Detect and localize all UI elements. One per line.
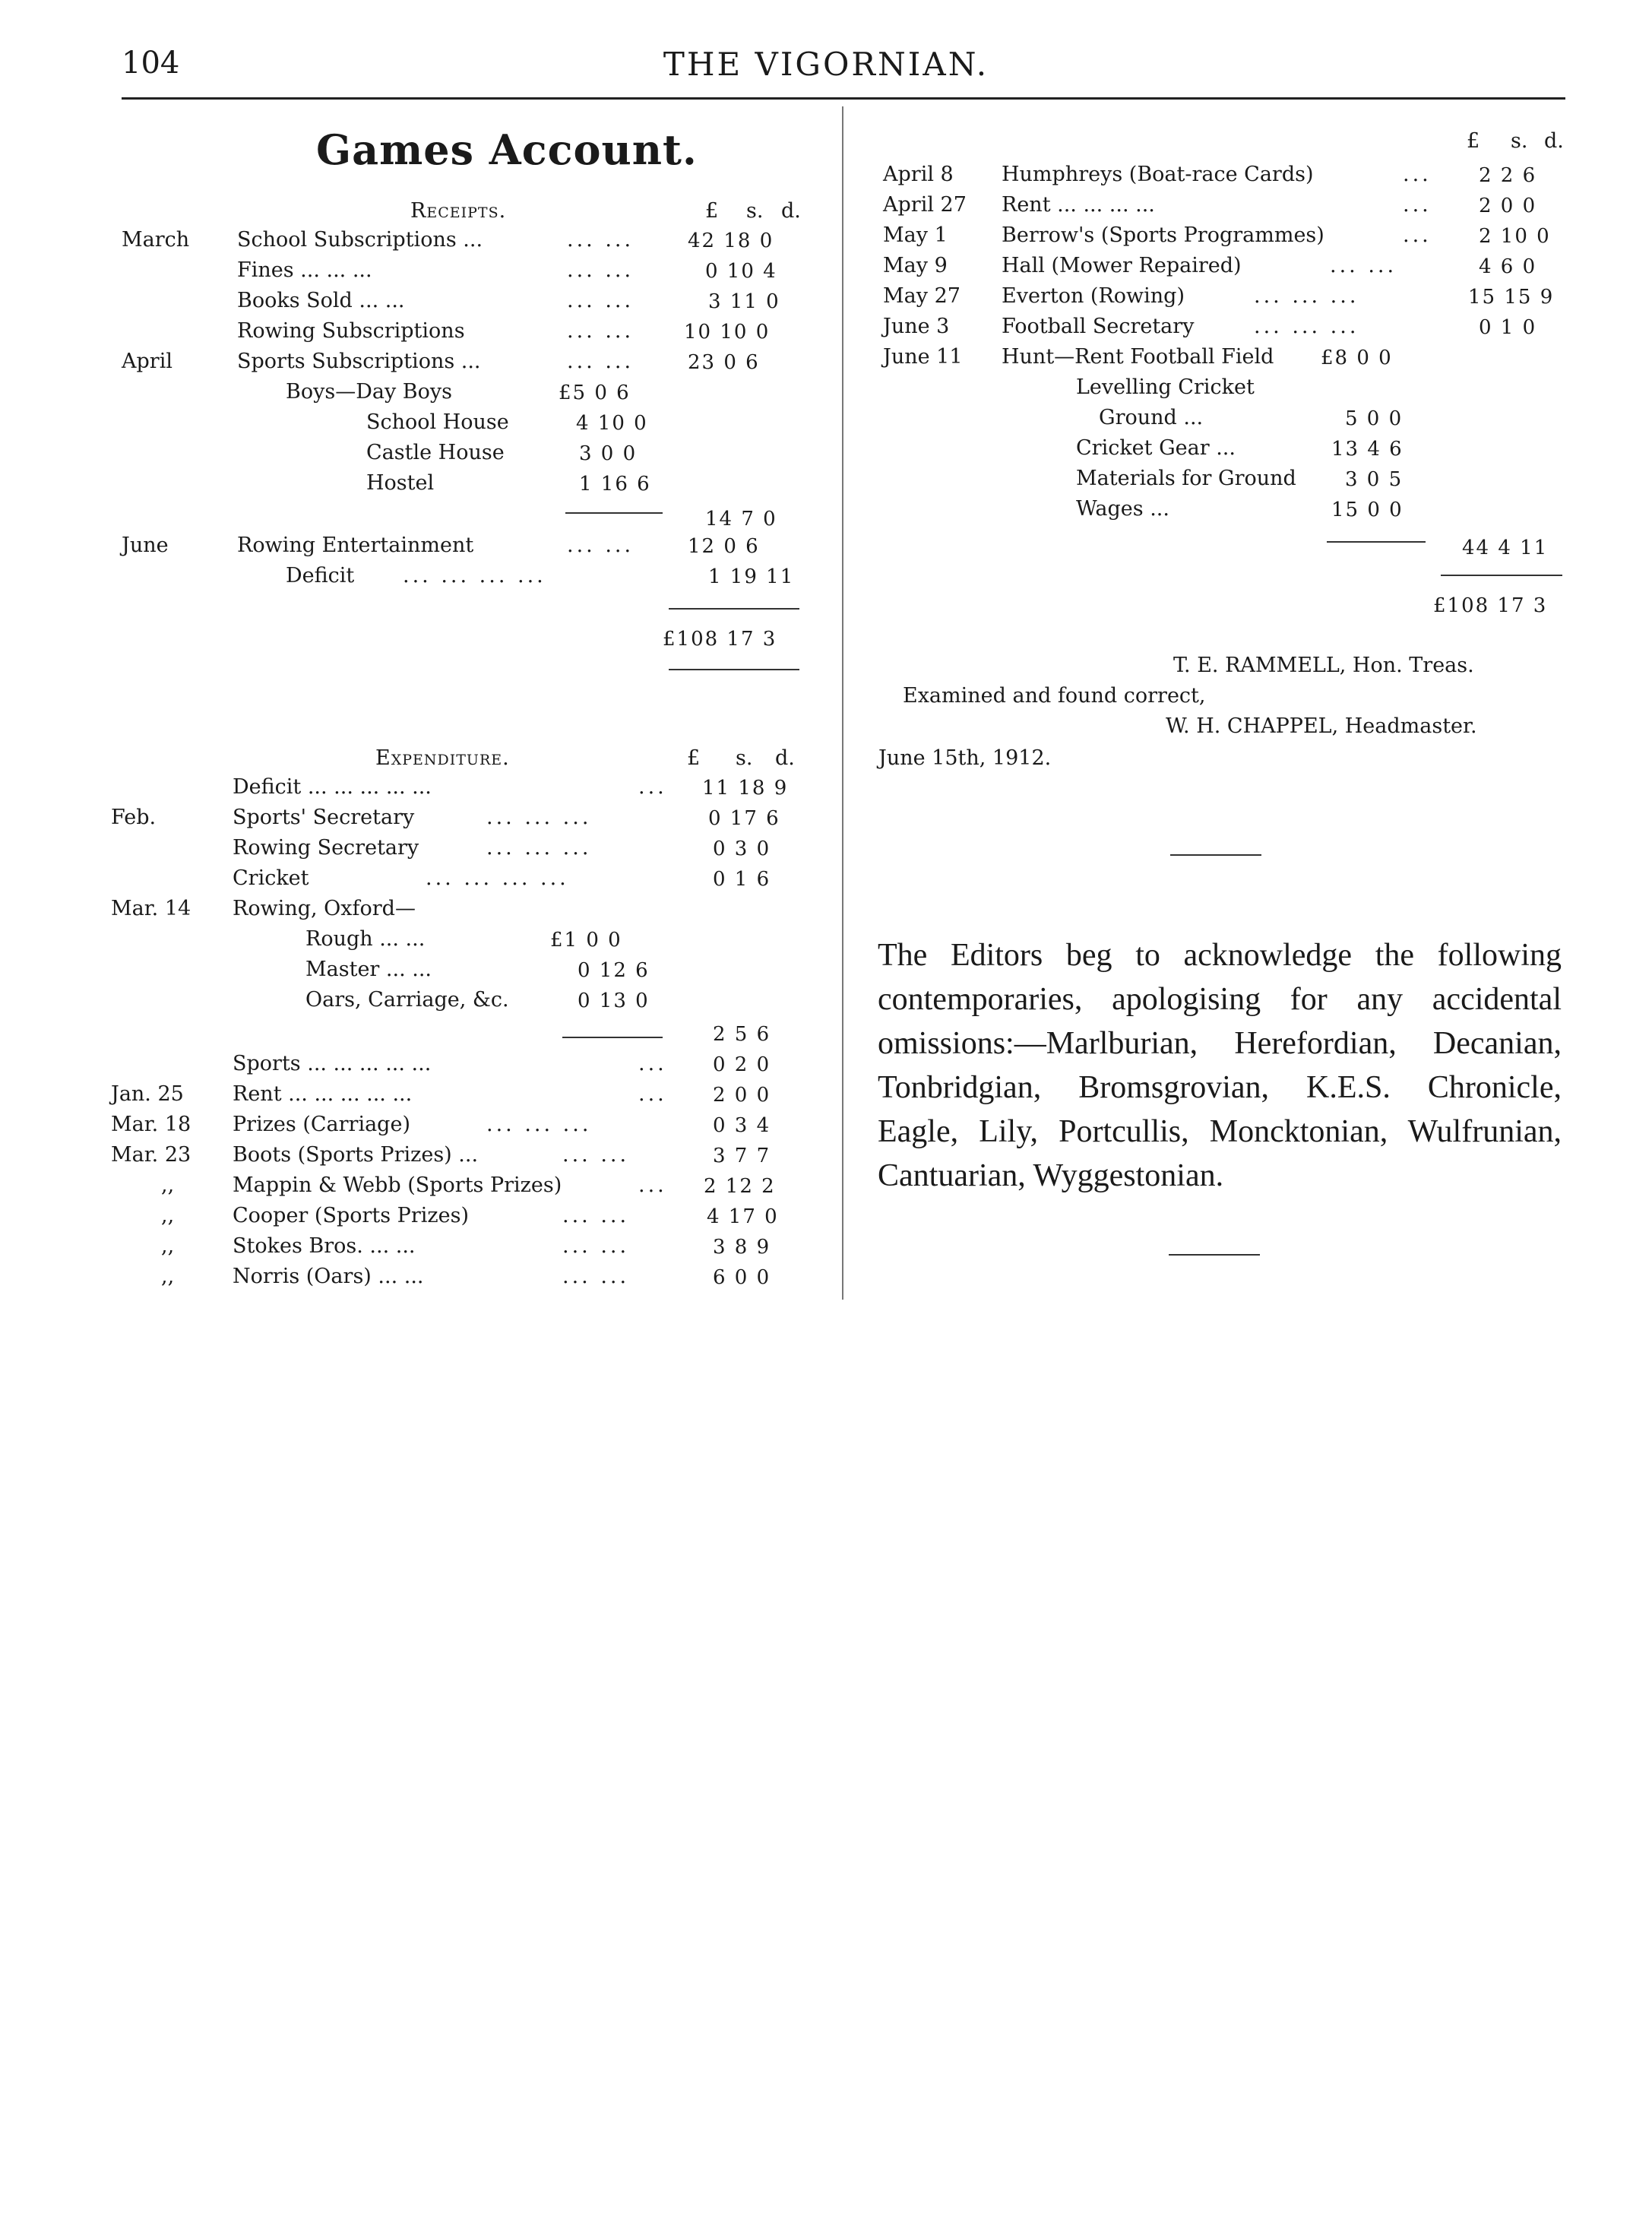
hunt-amount: £8 0 0 xyxy=(1321,347,1393,369)
expenditure-total: £108 17 3 xyxy=(1433,594,1548,617)
expense-month: Jan. 25 xyxy=(111,1082,184,1106)
boarders-total: 14 7 0 xyxy=(705,508,777,530)
cont-dots: ... ... ... xyxy=(1254,284,1359,308)
expense-desc: Sports ... ... ... ... ... xyxy=(233,1052,432,1075)
expense-desc: Deficit ... ... ... ... ... xyxy=(233,775,432,799)
rowing-subtotal-rule xyxy=(562,1037,663,1038)
expense-amount: 11 18 9 xyxy=(702,777,789,800)
section-divider xyxy=(1170,854,1261,856)
receipt-amount: 10 10 0 xyxy=(684,321,771,344)
cont-month: May 1 xyxy=(883,223,948,247)
expense-dots: ... ... xyxy=(562,1143,630,1167)
expense-month: ,, xyxy=(161,1204,175,1227)
receipt-amount: 12 0 6 xyxy=(688,535,760,558)
hunt-item-label: Levelling Cricket xyxy=(1076,375,1255,399)
rowing-item-amount: 0 13 0 xyxy=(578,990,650,1012)
receipt-desc: Sports Subscriptions ... xyxy=(237,350,481,373)
receipts-col-d: d. xyxy=(781,199,801,223)
expense-desc: Prizes (Carriage) xyxy=(233,1113,410,1136)
deficit-amount: 1 19 11 xyxy=(708,565,795,588)
boarders-subtotal-rule xyxy=(565,512,663,514)
cont-dots: ... ... xyxy=(1330,254,1397,277)
receipt-dots: ... ... xyxy=(567,228,635,252)
hunt-item-amount: 15 0 0 xyxy=(1331,499,1404,521)
receipt-dots: ... ... xyxy=(567,350,635,373)
cont-amount: 4 6 0 xyxy=(1479,255,1537,278)
receipt-month: April xyxy=(122,350,172,373)
expense-dots: ... xyxy=(638,1082,667,1106)
cont-amount: 0 1 0 xyxy=(1479,316,1537,339)
expenditure-heading: Expenditure. xyxy=(375,746,510,770)
receipt-dots: ... ... xyxy=(567,289,635,312)
cont-desc: Hall (Mower Repaired) xyxy=(1002,254,1242,277)
boarder-label: School House xyxy=(366,410,509,434)
receipts-sum-rule xyxy=(669,608,799,610)
expenditure-col-s: s. xyxy=(736,746,753,770)
expense-month: Mar. 23 xyxy=(111,1143,191,1167)
expense-dots: ... ... ... xyxy=(486,1113,592,1136)
expense-amount: 3 8 9 xyxy=(713,1236,771,1259)
expense-amount: 4 17 0 xyxy=(707,1205,779,1228)
expense-amount: 0 17 6 xyxy=(708,807,780,830)
cont-month: April 8 xyxy=(883,163,954,186)
cont-amount: 2 2 6 xyxy=(1479,164,1537,187)
expense-desc: Cooper (Sports Prizes) xyxy=(233,1204,469,1227)
cont-desc: Berrow's (Sports Programmes) xyxy=(1002,223,1324,247)
cont-month: May 27 xyxy=(883,284,961,308)
expense-dots: ... ... xyxy=(562,1204,630,1227)
expense-amount: 3 7 7 xyxy=(713,1145,771,1167)
cont-col-pound: £ xyxy=(1467,129,1480,153)
expense-month: Feb. xyxy=(111,806,157,829)
cont-month: May 9 xyxy=(883,254,948,277)
receipt-dots: ... ... xyxy=(567,258,635,282)
page-title: Games Account. xyxy=(316,125,698,174)
expenditure-col-pound: £ xyxy=(687,746,701,770)
expense-amount: 2 0 0 xyxy=(713,1084,771,1107)
boarder-amount: 3 0 0 xyxy=(579,442,638,465)
expense-desc: Norris (Oars) ... ... xyxy=(233,1265,424,1288)
receipt-month: March xyxy=(122,228,190,252)
cont-dots: ... xyxy=(1403,223,1432,247)
expense-desc: Boots (Sports Prizes) ... xyxy=(233,1143,479,1167)
receipts-col-s: s. xyxy=(746,199,764,223)
section-divider xyxy=(1169,1254,1260,1256)
expense-desc: Cricket xyxy=(233,866,309,890)
expense-dots: ... xyxy=(638,775,667,799)
expense-dots: ... ... xyxy=(562,1265,630,1288)
receipt-desc: Rowing Entertainment xyxy=(237,534,474,557)
cont-dots: ... xyxy=(1403,193,1432,217)
expense-dots: ... ... xyxy=(562,1234,630,1258)
hunt-item-label: Ground ... xyxy=(1099,406,1204,429)
cont-amount: 2 0 0 xyxy=(1479,195,1537,217)
receipt-dots: ... ... xyxy=(567,534,635,557)
expense-dots: ... xyxy=(638,1173,667,1197)
column-divider xyxy=(842,106,843,1300)
boarder-label: Hostel xyxy=(366,471,435,495)
hunt-total: 44 4 11 xyxy=(1462,537,1549,559)
deficit-dots: ... ... ... ... xyxy=(403,564,546,587)
cont-desc: Rent ... ... ... ... xyxy=(1002,193,1155,217)
expense-amount: 0 1 6 xyxy=(713,868,771,891)
rowing-item-label: Oars, Carriage, &c. xyxy=(305,988,509,1012)
receipt-month: June xyxy=(122,534,169,557)
receipt-amount: 42 18 0 xyxy=(688,230,774,252)
hunt-item-label: Wages ... xyxy=(1076,497,1169,521)
expense-dots: ... ... ... xyxy=(486,806,592,829)
receipt-desc: Rowing Subscriptions xyxy=(237,319,465,343)
expense-month: ,, xyxy=(161,1173,175,1197)
receipt-amount: 0 10 4 xyxy=(705,260,777,283)
header-rule xyxy=(122,97,1565,100)
expense-dots: ... ... ... xyxy=(486,836,592,860)
cont-desc: Humphreys (Boat-race Cards) xyxy=(1002,163,1314,186)
treasurer-signature: T. E. RAMMELL, Hon. Treas. xyxy=(1173,654,1474,677)
receipt-desc: Books Sold ... ... xyxy=(237,289,405,312)
receipt-amount: 23 0 6 xyxy=(688,351,760,374)
headmaster-signature: W. H. CHAPPEL, Headmaster. xyxy=(1166,714,1477,738)
page-number: 104 xyxy=(122,46,180,81)
rowing-item-label: Rough ... ... xyxy=(305,927,426,951)
expense-month: Mar. 18 xyxy=(111,1113,191,1136)
boarder-label: Castle House xyxy=(366,441,505,464)
expense-desc: Rent ... ... ... ... ... xyxy=(233,1082,413,1106)
expense-amount: 0 3 0 xyxy=(713,838,771,860)
cont-dots: ... ... ... xyxy=(1254,315,1359,338)
boarder-amount: 1 16 6 xyxy=(579,473,651,496)
expense-desc: Stokes Bros. ... ... xyxy=(233,1234,416,1258)
receipts-total-rule xyxy=(669,669,799,670)
cont-month: June 3 xyxy=(883,315,950,338)
hunt-desc: Hunt—Rent Football Field xyxy=(1002,345,1274,369)
examined-note: Examined and found correct, xyxy=(903,684,1206,708)
expense-month: ,, xyxy=(161,1234,175,1258)
cont-month: April 27 xyxy=(883,193,967,217)
expenditure-col-d: d. xyxy=(775,746,795,770)
cont-desc: Everton (Rowing) xyxy=(1002,284,1185,308)
boarder-amount: £5 0 6 xyxy=(559,382,631,404)
expense-desc: Rowing Secretary xyxy=(233,836,419,860)
running-title: THE VIGORNIAN. xyxy=(663,46,989,83)
rowing-item-label: Master ... ... xyxy=(305,958,432,981)
rowing-label: Rowing, Oxford— xyxy=(233,897,416,920)
receipt-desc: School Subscriptions ... xyxy=(237,228,483,252)
hunt-item-label: Cricket Gear ... xyxy=(1076,436,1236,460)
hunt-item-amount: 5 0 0 xyxy=(1345,407,1404,430)
rowing-item-amount: £1 0 0 xyxy=(550,929,622,952)
receipts-col-pound: £ xyxy=(705,199,719,223)
expense-month: Mar. 14 xyxy=(111,897,191,920)
expense-amount: 2 12 2 xyxy=(704,1175,776,1198)
receipt-desc: Fines ... ... ... xyxy=(237,258,372,282)
report-date: June 15th, 1912. xyxy=(878,746,1052,770)
hunt-item-amount: 13 4 6 xyxy=(1331,438,1404,461)
cont-col-d: d. xyxy=(1544,129,1564,153)
cont-amount: 15 15 9 xyxy=(1468,286,1555,309)
cont-month: June 11 xyxy=(883,345,963,369)
boarder-label: Boys—Day Boys xyxy=(286,380,452,404)
rowing-total: 2 5 6 xyxy=(713,1023,771,1046)
rowing-item-amount: 0 12 6 xyxy=(578,959,650,982)
receipt-dots: ... ... xyxy=(567,319,635,343)
hunt-subtotal-rule xyxy=(1327,541,1426,543)
expense-dots: ... ... ... ... xyxy=(426,866,569,890)
receipts-total: £108 17 3 xyxy=(663,628,777,651)
expense-amount: 6 0 0 xyxy=(713,1266,771,1289)
hunt-item-label: Materials for Ground xyxy=(1076,467,1296,490)
expense-amount: 0 2 0 xyxy=(713,1053,771,1076)
cont-sum-rule xyxy=(1441,575,1562,576)
cont-col-s: s. xyxy=(1511,129,1528,153)
expense-desc: Sports' Secretary xyxy=(233,806,415,829)
expense-amount: 0 3 4 xyxy=(713,1114,771,1137)
expense-month: ,, xyxy=(161,1265,175,1288)
expense-desc: Mappin & Webb (Sports Prizes) xyxy=(233,1173,562,1197)
expense-dots: ... xyxy=(638,1052,667,1075)
receipts-heading: Receipts. xyxy=(410,199,507,223)
receipt-amount: 3 11 0 xyxy=(708,290,780,313)
acknowledgement-paragraph: The Editors beg to acknowledge the following contemporaries, apologising for any accidental omissions:—Marlburian, Herefordian, Decanian, Tonbridgian, Bromsgrovian, K.E.S. Chronicle, Eagle, Lily, Portcullis, Moncktonian, Wulfrunian, Cantuarian, Wyggestonian. xyxy=(878,938,1562,1193)
cont-dots: ... xyxy=(1403,163,1432,186)
hunt-item-amount: 3 0 5 xyxy=(1345,468,1404,491)
boarder-amount: 4 10 0 xyxy=(576,412,648,435)
deficit-label: Deficit xyxy=(286,564,355,587)
cont-desc: Football Secretary xyxy=(1002,315,1195,338)
cont-amount: 2 10 0 xyxy=(1479,225,1551,248)
